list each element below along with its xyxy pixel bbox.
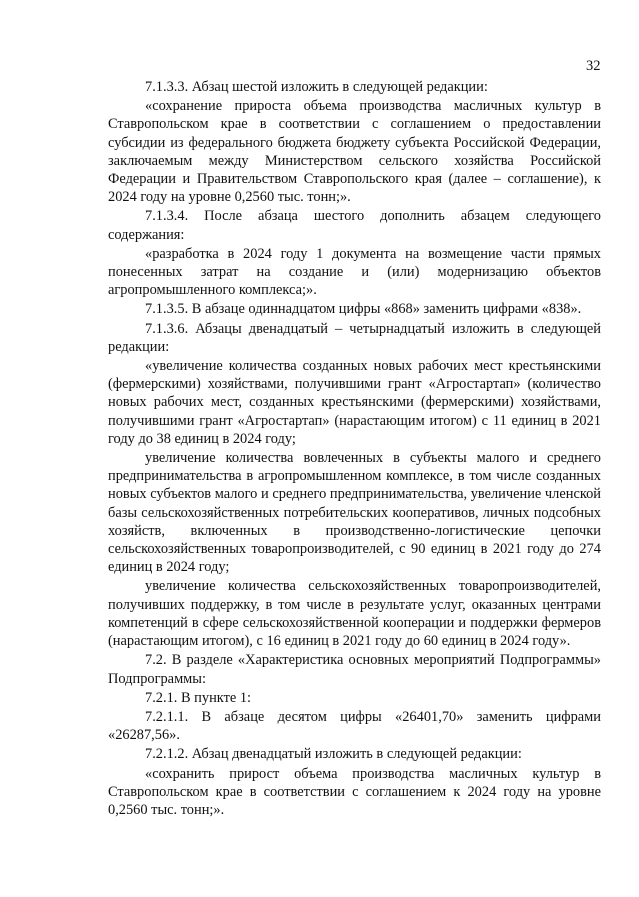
paragraph-quote-oilseed-target: «сохранить прирост объема производства масличных культур в Ставропольском крае в соответствии с соглашением к 2024 году на уровне 0,2560 тыс. тонн;». (108, 765, 601, 818)
paragraph-quote-document-development: «разработка в 2024 году 1 документа на возмещение части прямых понесенных затрат на создание и (или) модернизацию объектов агропромышленного комплекса;». (108, 245, 601, 299)
document-body (108, 78, 601, 819)
page-number: 32 (586, 58, 601, 74)
paragraph-producers-support: увеличение количества сельскохозяйственных товаропроизводителей, получивших поддержку, в том числе в результате услуг, оказанных центрами компетенций в сфере сельскохозяйственной кооперации и поддержки фермеров (нарастающим итогом), с 16 единиц в 2021 году до 60 единиц в 2024 году». (108, 578, 601, 650)
paragraph-7-2-1: 7.2.1. В пункте 1: (145, 689, 252, 706)
paragraph-7-2: 7.2. В разделе «Характеристика основных мероприятий Подпрограммы» Подпрограммы: (108, 652, 601, 687)
paragraph-7-2-1-1: 7.2.1.1. В абзаце десятом цифры «26401,70» заменить цифрами «26287,56». (108, 708, 601, 744)
paragraph-7-1-3-3: 7.1.3.3. Абзац шестой изложить в следующей редакции: (145, 79, 488, 95)
paragraph-7-1-3-6: 7.1.3.6. Абзацы двенадцатый – четырнадцатый изложить в следующей редакции: (108, 320, 601, 355)
paragraph-quote-oilseed-growth: «сохранение прироста объема производства масличных культур в Ставропольском крае в соответствии с соглашением о предоставлении субсидии из федерального бюджета бюджету субъекта Российской Федерации, заключаемым между Министерством сельского хозяйства Российской Федерации и Правительством Ставропольского края (далее – соглашение), к 2024 году на уровне 0,2560 тыс. тонн;». (108, 98, 601, 206)
paragraph-7-1-3-5: 7.1.3.5. В абзаце одиннадцатом цифры «868» заменить цифрами «838». (145, 301, 582, 318)
paragraph-small-business: увеличение количества вовлеченных в субъекты малого и среднего предпринимательства в агропромышленном комплексе, в том числе созданных новых субъектов малого и среднего предпринимательства, увеличение членской базы сельскохозяйственных потребительских кооперативов, личных подсобных хозяйств, включенных в производственно-логистические цепочки сельскохозяйственных товаропроизводителей, с 90 единиц в 2021 году до 274 единиц в 2024 году; (108, 450, 601, 576)
paragraph-quote-new-jobs: «увеличение количества созданных новых рабочих мест крестьянскими (фермерскими) хозяйствами, получившими грант «Агростартап» (количество новых рабочих мест, созданных крестьянскими (фермерскими) хозяйствами, получившими грант «Агростартап» (нарастающим итогом) с 11 единиц в 2021 году до 38 единиц в 2024 году; (108, 358, 601, 447)
paragraph-7-2-1-2: 7.2.1.2. Абзац двенадцатый изложить в следующей редакции: (145, 746, 522, 763)
paragraph-7-1-3-4: 7.1.3.4. После абзаца шестого дополнить абзацем следующего содержания: (108, 208, 601, 243)
